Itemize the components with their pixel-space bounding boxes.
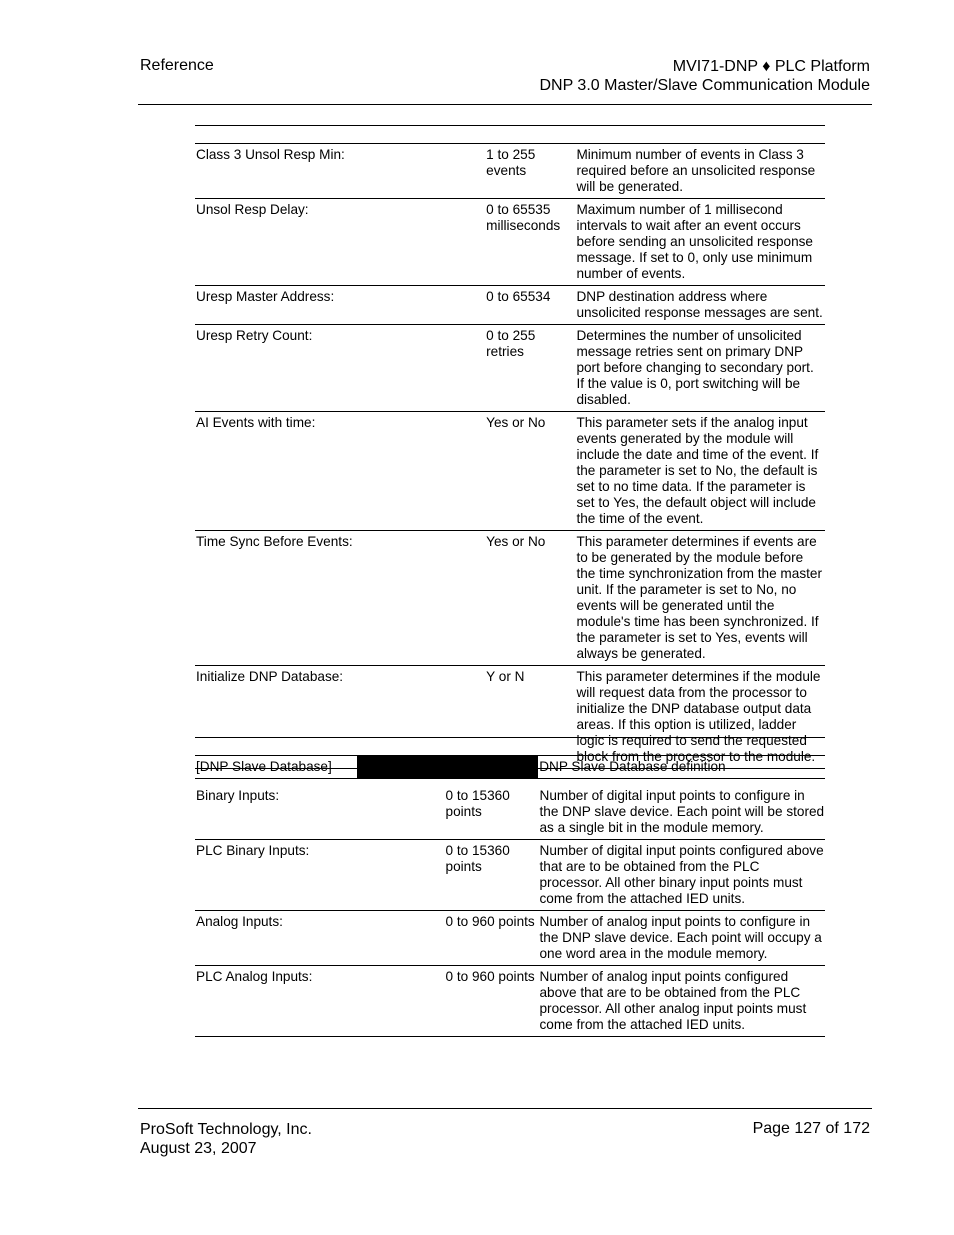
table-row	[195, 144, 825, 199]
header-module: DNP 3.0 Master/Slave Communication Module	[539, 77, 870, 94]
table-row	[195, 412, 825, 531]
param-desc: Determines the number of unsolicited message retries sent on primary DNP port before changing to secondary port. If the value is 0, port switching will be disabled.	[575, 325, 825, 412]
param-range: 0 to 960 points	[445, 911, 539, 966]
table-header-row	[195, 126, 825, 144]
param-name: PLC Binary Inputs:	[195, 840, 445, 911]
table-header-row	[195, 738, 825, 756]
param-range: Y or N	[485, 666, 575, 769]
table-row	[195, 785, 825, 840]
param-desc: This parameter determines if events are to be generated by the module before the time synchronization from the master unit. If the parameter is set to No, no events will be generated until the module's time has been synchronized. If the parameter is set to Yes, events will always be generated.	[575, 531, 825, 666]
param-desc: This parameter sets if the analog input events generated by the module will include the date and time of the event. If the parameter is set to No, the default is set to no time data. If the parameter is set to Yes, the default object will include the time of the event.	[575, 412, 825, 531]
param-range: Yes or No	[485, 531, 575, 666]
param-name: Initialize DNP Database:	[195, 666, 485, 769]
footer-date: August 23, 2007	[140, 1140, 257, 1157]
param-desc: This parameter determines if the module will request data from the processor to initialize the DNP database output data areas. If this option is utilized, ladder logic is required to send the requested block from the processor to the module.	[575, 666, 825, 769]
param-name: Binary Inputs:	[195, 785, 445, 840]
header-section: Reference	[140, 57, 214, 74]
param-range: Yes or No	[485, 412, 575, 531]
param-name: Class 3 Unsol Resp Min:	[195, 144, 485, 199]
param-range: 0 to 15360 points	[445, 785, 539, 840]
table-row	[195, 325, 825, 412]
param-name: Unsol Resp Delay:	[195, 199, 485, 286]
table-row	[195, 911, 825, 966]
parameter-table-1	[195, 125, 825, 769]
param-name: Time Sync Before Events:	[195, 531, 485, 666]
table-row	[195, 286, 825, 325]
param-desc: Number of analog input points to configure in the DNP slave device. Each point will occupy a one word area in the module memory.	[539, 911, 826, 966]
param-name: Uresp Master Address:	[195, 286, 485, 325]
table-row	[195, 840, 825, 911]
param-desc: Maximum number of 1 millisecond intervals to wait after an event occurs before sending an unsolicited response message. If set to 0, only use minimum number of events.	[575, 199, 825, 286]
page-number: Page 127 of 172	[752, 1120, 870, 1137]
parameter-table-2	[195, 737, 825, 779]
param-name: Uresp Retry Count:	[195, 325, 485, 412]
param-desc: DNP destination address where unsolicited response messages are sent.	[575, 286, 825, 325]
param-range: 0 to 15360 points	[445, 840, 539, 911]
section-header-name: [DNP Slave Database]	[195, 756, 357, 779]
param-desc: Minimum number of events in Class 3 required before an unsolicited response will be generated.	[575, 144, 825, 199]
param-name: PLC Analog Inputs:	[195, 966, 445, 1037]
table-row	[195, 531, 825, 666]
param-range: 0 to 65535 milliseconds	[485, 199, 575, 286]
header-product: MVI71-DNP ♦ PLC Platform	[672, 58, 870, 75]
footer-info	[140, 1120, 312, 1158]
param-name: AI Events with time:	[195, 412, 485, 531]
section-header-fill	[357, 756, 538, 779]
param-desc: Number of digital input points to configure in the DNP slave device. Each point will be stored as a single bit in the module memory.	[539, 785, 826, 840]
section-header-desc: DNP Slave Database definition	[538, 756, 825, 779]
footer-rule	[138, 1108, 872, 1109]
param-range: 0 to 65534	[485, 286, 575, 325]
param-desc: Number of digital input points configured above that are to be obtained from the PLC processor. All other binary input points must come from the attached IED units.	[539, 840, 826, 911]
header-rule	[138, 104, 872, 105]
header-title	[539, 57, 870, 95]
param-range: 0 to 255 retries	[485, 325, 575, 412]
param-name: Analog Inputs:	[195, 911, 445, 966]
parameter-table-2-rows	[195, 785, 825, 1037]
table-row	[195, 966, 825, 1037]
table-row	[195, 199, 825, 286]
param-desc: Number of analog input points configured above that are to be obtained from the PLC processor. All other analog input points must come from the attached IED units.	[539, 966, 826, 1037]
param-range: 0 to 960 points	[445, 966, 539, 1037]
footer-company: ProSoft Technology, Inc.	[140, 1121, 312, 1138]
section-header-row	[195, 756, 825, 779]
param-range: 1 to 255 events	[485, 144, 575, 199]
